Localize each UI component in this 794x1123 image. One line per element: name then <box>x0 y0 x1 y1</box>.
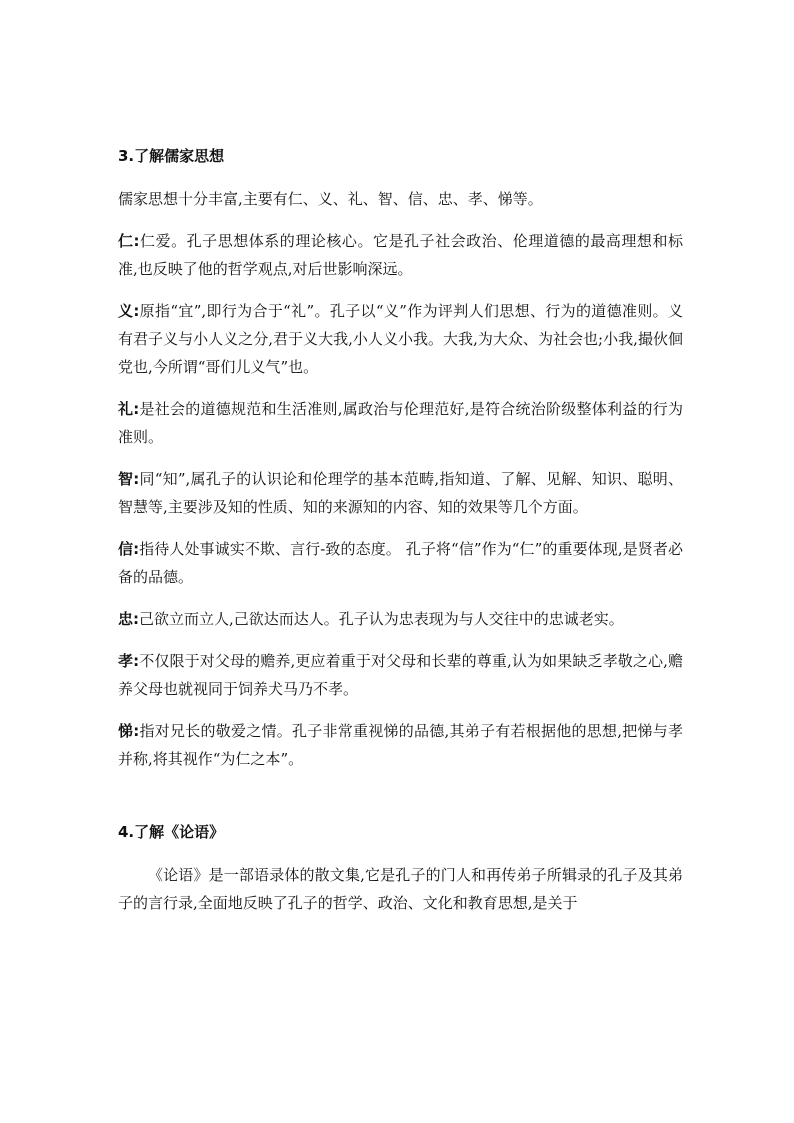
concept-ren-term: 仁: <box>118 232 140 250</box>
concept-ti-term: 悌: <box>118 722 140 740</box>
concept-zhi <box>118 465 683 521</box>
concept-li-term: 礼: <box>118 400 140 418</box>
section-3-heading: 3.了解儒家思想 <box>118 147 225 165</box>
concept-ren-text: 仁爱。孔子思想体系的理论核心。它是孔子社会政治、伦理道德的最高理想和标准,也反映了他的哲学观点,对后世影响深远。 <box>118 232 683 278</box>
concept-yi-text: 原指“宜”,即行为合于“礼”。孔子以“义”作为评判人们思想、行为的道德准则。义有君子义与小人义之分,君于义大我,小人义小我。大我,为大众、为社会也;小我,撮伙佪党也,今所谓“哥们儿义气”也。 <box>118 302 683 376</box>
concept-ti <box>118 717 683 773</box>
concept-zhi-text: 同“知”,属孔子的认识论和伦理学的基本范畴,指知道、了解、见解、知识、聪明、智慧等,主要涉及知的性质、知的来源知的内容、知的效果等几个方面。 <box>118 470 683 516</box>
concept-zhi-term: 智: <box>118 470 140 488</box>
concept-zhong <box>118 605 683 633</box>
concept-ti-text: 指对兄长的敬爱之情。孔子非常重视悌的品德,其弟子有若根据他的思想,把悌与孝并称,将其视作“为仁之本”。 <box>118 722 683 768</box>
concept-zhong-text: 己欲立而立人,己欲达而达人。孔子认为忠表现为与人交往中的忠诚老实。 <box>139 610 624 628</box>
concept-yi <box>118 297 683 381</box>
section-3-intro: 儒家思想十分丰富,主要有仁、义、礼、智、信、忠、孝、悌等。 <box>118 190 543 208</box>
concept-xin <box>118 535 683 591</box>
section-4-heading: 4.了解《论语》 <box>118 823 225 841</box>
concept-li <box>118 395 683 451</box>
concept-xin-term: 信: <box>118 540 140 558</box>
concept-xiao-text: 不仅限于对父母的赡养,更应着重于对父母和长辈的尊重,认为如果缺乏孝敬之心,赡养父母也就视同于饲养犬马乃不孝。 <box>118 652 684 698</box>
concept-ren <box>118 227 683 283</box>
document-content <box>118 143 683 917</box>
concept-yi-term: 义: <box>118 302 140 320</box>
concept-xin-text: 指待人处事诚实不欺、言行-致的态度。 孔子将“信”作为“仁”的重要体现,是贤者必备的品德。 <box>118 540 683 586</box>
concept-xiao <box>118 647 683 703</box>
concept-zhong-term: 忠: <box>118 610 139 628</box>
section-4-paragraph: 《论语》是一部语录体的散文集,它是孔子的门人和再传弟子所辑录的孔子及其弟子的言行录,全面地反映了孔子的哲学、政治、文化和教育思想,是关于 <box>118 866 683 912</box>
concept-li-text: 是社会的道德规范和生活准则,属政治与伦理范好,是符合统治阶级整体利益的行为准则。 <box>118 400 683 446</box>
concept-xiao-term: 孝: <box>118 652 140 670</box>
